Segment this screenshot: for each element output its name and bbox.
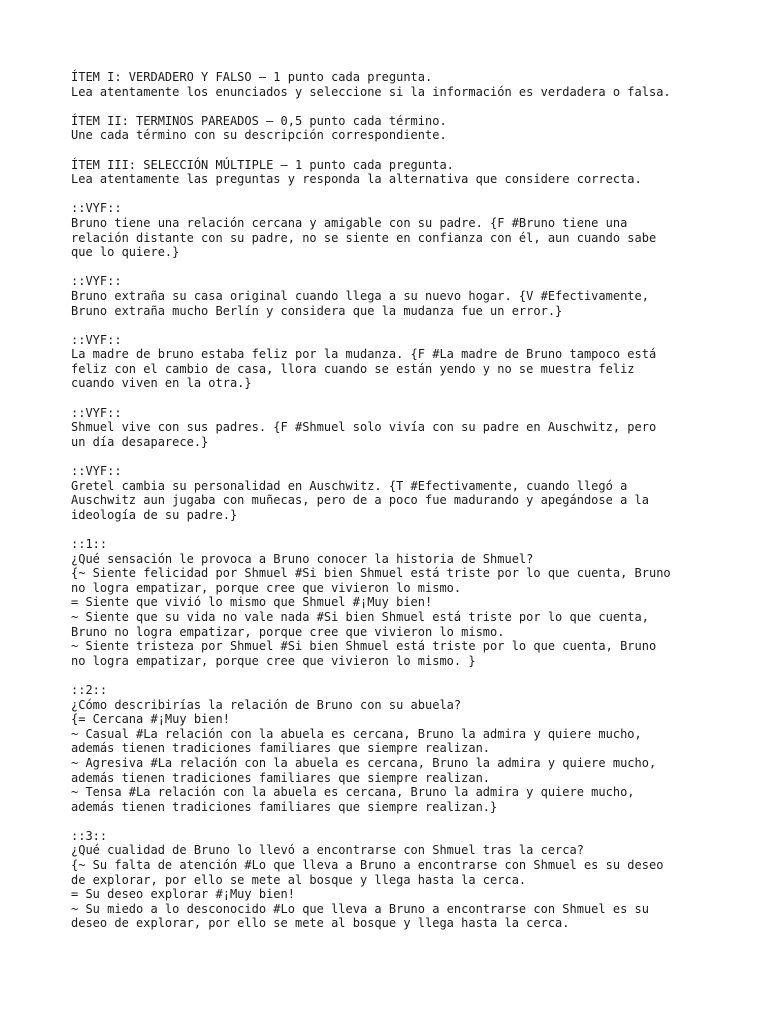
answer-option-line: ~ Siente tristeza por Shmuel #Si bien Shmuel está triste por lo que cuenta, Bruno bbox=[71, 639, 657, 654]
answer-option-line: de explorar, por ello se mete al bosque y llega hasta la cerca. bbox=[71, 872, 527, 887]
question-text-line: que lo quiere.} bbox=[71, 245, 180, 260]
document-page bbox=[71, 70, 751, 946]
section-title: ÍTEM II: TERMINOS PAREADOS – 0,5 punto cada término. bbox=[71, 113, 447, 128]
question-text-line: Auschwitz aun jugaba con muñecas, pero de a poco fue madurando y apegándose a la bbox=[71, 493, 649, 508]
answer-option-line: además tienen tradiciones familiares que siempre realizan. bbox=[71, 770, 491, 785]
answer-option-line: Bruno no logra empatizar, porque cree que vivieron lo mismo. bbox=[71, 624, 505, 639]
item-1-header bbox=[71, 70, 751, 99]
section-instructions: Une cada término con su descripción correspondiente. bbox=[71, 128, 447, 143]
question-tag: ::1:: bbox=[71, 537, 108, 551]
question-text-line: Bruno extraña su casa original cuando llega a su nuevo hogar. {V #Efectivamente, bbox=[71, 288, 649, 303]
question-tag: ::VYF:: bbox=[71, 332, 122, 347]
answer-option-line: ~ Casual #La relación con la abuela es cercana, Bruno la admira y quiere mucho, bbox=[71, 726, 642, 741]
answer-option-line: ~ Tensa #La relación con la abuela es cercana, Bruno la admira y quiere mucho, bbox=[71, 785, 635, 800]
question-text-line: Bruno extraña mucho Berlín y considera que la mudanza fue un error.} bbox=[71, 303, 563, 318]
item-2-header bbox=[71, 114, 751, 143]
answer-option-line: no logra empatizar, porque cree que vivieron lo mismo. } bbox=[71, 653, 476, 668]
question-vyf-4 bbox=[71, 406, 751, 450]
answer-option-line: además tienen tradiciones familiares que siempre realizan. bbox=[71, 741, 491, 756]
answer-option-line: = Su deseo explorar #¡Muy bien! bbox=[71, 887, 295, 902]
question-vyf-1 bbox=[71, 201, 751, 259]
section-title: ÍTEM I: VERDADERO Y FALSO – 1 punto cada pregunta. bbox=[71, 70, 433, 84]
answer-option-line: ~ Agresiva #La relación con la abuela es cercana, Bruno la admira y quiere mucho, bbox=[71, 755, 657, 770]
question-prompt: ¿Cómo describirías la relación de Bruno con su abuela? bbox=[71, 697, 462, 712]
question-prompt: ¿Qué cualidad de Bruno lo llevó a encontrarse con Shmuel tras la cerca? bbox=[71, 843, 584, 858]
answer-option-line: ~ Su miedo a lo desconocido #Lo que lleva a Bruno a encontrarse con Shmuel es su bbox=[71, 901, 649, 916]
answer-option-line: deseo de explorar, por ello se mete al bosque y llega hasta la cerca. bbox=[71, 916, 570, 931]
question-vyf-3 bbox=[71, 333, 751, 391]
answer-option-line: {~ Su falta de atención #Lo que lleva a Bruno a encontrarse con Shmuel es su deseo bbox=[71, 858, 664, 873]
question-tag: ::2:: bbox=[71, 682, 108, 697]
section-instructions: Lea atentamente las preguntas y responda la alternativa que considere correcta. bbox=[71, 172, 642, 187]
question-tag: ::VYF:: bbox=[71, 405, 122, 420]
question-text-line: feliz con el cambio de casa, llora cuando se están yendo y no se muestra feliz bbox=[71, 361, 635, 376]
question-vyf-5 bbox=[71, 464, 751, 522]
answer-option-line: = Siente que vivió lo mismo que Shmuel #¡Muy bien! bbox=[71, 595, 433, 610]
question-text-line: relación distante con su padre, no se siente en confianza con él, aun cuando sabe bbox=[71, 230, 657, 245]
question-mc-1 bbox=[71, 537, 751, 668]
question-text-line: ideología de su padre.} bbox=[71, 507, 238, 522]
section-title: ÍTEM III: SELECCIÓN MÚLTIPLE – 1 punto cada pregunta. bbox=[71, 157, 454, 172]
answer-option-line: además tienen tradiciones familiares que siempre realizan.} bbox=[71, 799, 498, 814]
question-text-line: Gretel cambia su personalidad en Auschwitz. {T #Efectivamente, cuando llegó a bbox=[71, 478, 628, 493]
question-text-line: La madre de bruno estaba feliz por la mudanza. {F #La madre de Bruno tampoco está bbox=[71, 347, 657, 362]
question-text-line: Shmuel vive con sus padres. {F #Shmuel solo vivía con su padre en Auschwitz, pero bbox=[71, 420, 657, 435]
item-3-header bbox=[71, 158, 751, 187]
question-text-line: Bruno tiene una relación cercana y amigable con su padre. {F #Bruno tiene una bbox=[71, 215, 628, 230]
answer-option-line: {~ Siente felicidad por Shmuel #Si bien Shmuel está triste por lo que cuenta, Bruno bbox=[71, 566, 671, 581]
question-tag: ::VYF:: bbox=[71, 201, 122, 216]
question-prompt: ¿Qué sensación le provoca a Bruno conocer la historia de Shmuel? bbox=[71, 551, 534, 566]
question-tag: ::VYF:: bbox=[71, 274, 122, 289]
question-tag: ::VYF:: bbox=[71, 464, 122, 479]
question-text-line: un día desaparece.} bbox=[71, 434, 209, 449]
answer-option-line: {= Cercana #¡Muy bien! bbox=[71, 712, 230, 727]
answer-option-line: ~ Siente que su vida no vale nada #Si bien Shmuel está triste por lo que cuenta, bbox=[71, 609, 649, 624]
section-instructions: Lea atentamente los enunciados y seleccione si la información es verdadera o falsa. bbox=[71, 84, 671, 99]
question-vyf-2 bbox=[71, 274, 751, 318]
question-text-line: cuando viven en la otra.} bbox=[71, 376, 252, 391]
answer-option-line: no logra empatizar, porque cree que vivieron lo mismo. bbox=[71, 580, 462, 595]
question-tag: ::3:: bbox=[71, 828, 108, 843]
question-mc-2 bbox=[71, 683, 751, 814]
question-mc-3 bbox=[71, 829, 751, 931]
